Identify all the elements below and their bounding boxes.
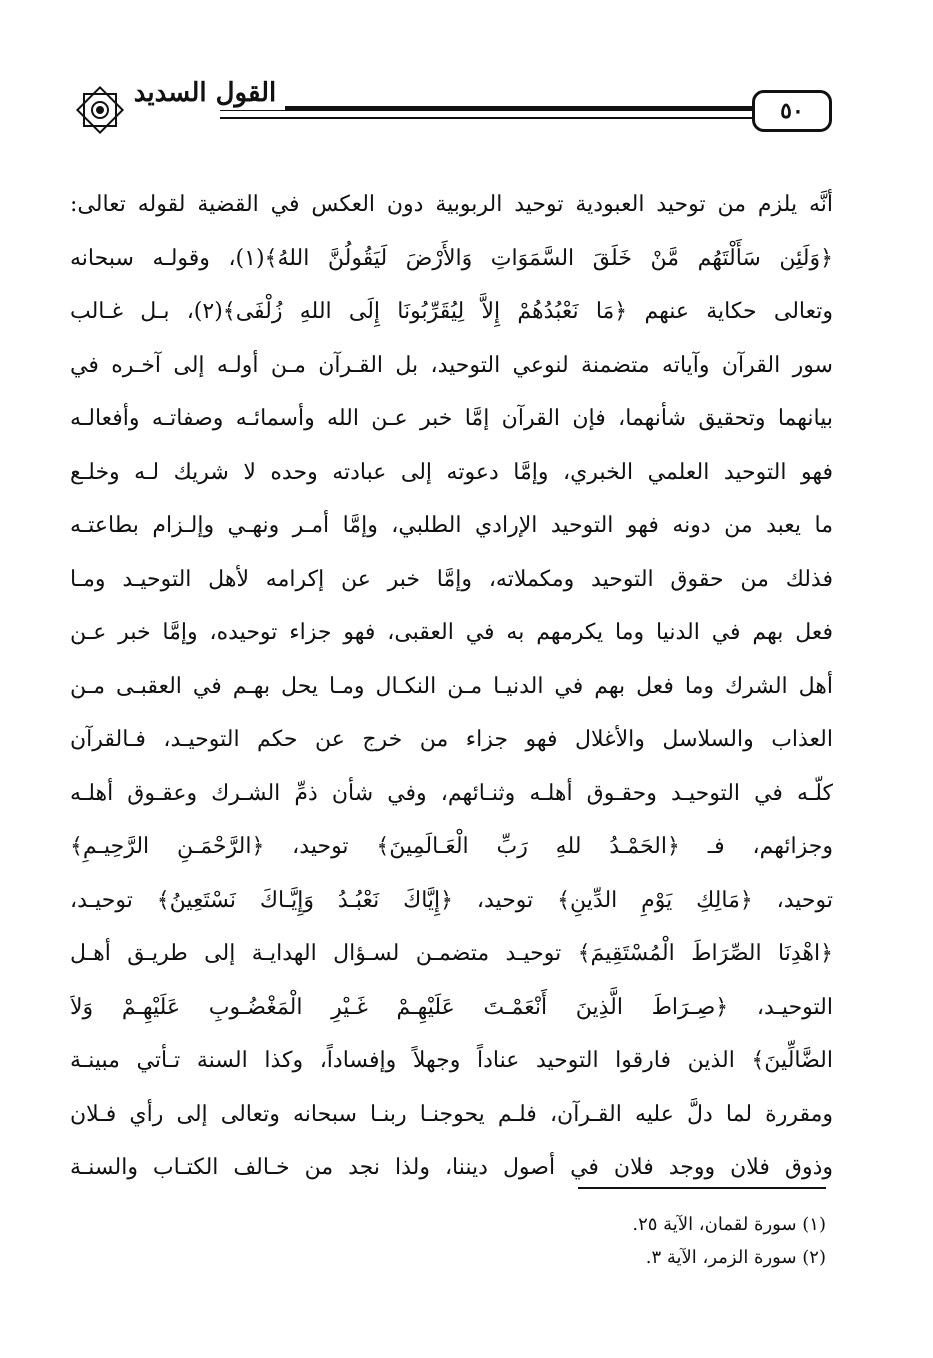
text-line: وتعالى حكاية عنهم ﴿مَا نَعْبُدُهُمْ إِلاَّ لِيُقَرِّبُونَا إِلَى اللهِ زُلْفَى﴾(٢)، بـل غـالب <box>70 299 833 324</box>
text-line: التوحيـد، ﴿صِـرَاطَ الَّذِينَ أَنْعَمْـتَ عَلَيْهِـمْ غَـيْرِ الْمَغْضُـوبِ عَلَيْهِـمْ وَلاَ <box>70 994 833 1020</box>
text-line: توحيد، ﴿مَالِكِ يَوْمِ الدِّينِ﴾ توحيد، ﴿إِيَّاكَ نَعْبُـدُ وَإِيَّـاكَ نَسْتَعِينُ﴾ توحيـد، <box>70 887 833 913</box>
text-line: وذوق فلان ووجد فلان في أصول ديننا، ولذا نجد من خـالف الكتـاب والسنـة <box>70 1155 833 1180</box>
text-line: كلّـه في التوحيـد وحقـوق أهلـه وثنـائهم، وفي شأن ذمِّ الشـرك وعقـوق أهلـه <box>70 780 833 806</box>
text-line: أهل الشرك وما فعل بهم في الدنيـا مـن النكـال ومـا يحل بهـم في العقبـى مـن <box>70 673 833 699</box>
text-line: العذاب والسلاسل والأغلال فهو جزاء من خرج عن حكم التوحيـد، فـالقرآن <box>70 727 833 752</box>
text-line: فعل بهم في الدنيا وما يكرمهم به في العقبى، فهو جزاء توحيده، وإمَّا خبر عـن <box>70 620 833 645</box>
star-ornament-icon <box>72 82 128 138</box>
running-title: القول السديد <box>125 76 285 110</box>
page-number: ٥٠ <box>752 90 832 132</box>
text-line: فذلك من حقوق التوحيد ومكملاته، وإمَّا خبر عن إكرامه لأهل التوحيـد ومـا <box>70 566 833 592</box>
text-line: بيانهما وتحقيق شأنهما، فإن القرآن إمَّا خبر عـن الله وأسمائـه وصفاتـه وأفعالـه <box>70 406 833 431</box>
text-line: فهو التوحيد العلمي الخبري، وإمَّا دعوته إلى عبادته وحده لا شريك لـه وخلـع <box>70 459 833 485</box>
text-line: الضَّالِّينَ﴾ الذين فارقوا التوحيد عناداً وجهلاً وإفساداً، وكذا السنة تـأتي مبينـة <box>70 1048 833 1073</box>
page-header <box>0 0 933 160</box>
footnotes <box>500 1208 826 1274</box>
text-line: ﴿اهْدِنَا الصِّرَاطَ الْمُسْتَقِيمَ﴾ توحيـد متضمـن لسـؤال الهدايـة إلى طريـق أهـل <box>70 941 833 966</box>
text-line: أنَّه يلزم من توحيد العبودية توحيد الربوبية دون العكس في القضية لقوله تعالى: <box>70 192 833 217</box>
header-rule-thick <box>220 106 795 111</box>
main-text <box>70 178 833 1195</box>
text-line: وجزائهم، فـ ﴿الحَمْـدُ للهِ رَبِّ الْعَـالَمِينَ﴾ توحيد، ﴿الرَّحْمَـنِ الرَّحِيـمِ﴾ <box>70 834 833 859</box>
text-line: ﴿وَلَئِن سَأَلْتَهُم مَّنْ خَلَقَ السَّمَوَاتِ وَالأَرْضَ لَيَقُولُنَّ اللهُ﴾(١)، وقولـه سبحانه <box>70 245 833 271</box>
footnote-separator <box>578 1187 826 1189</box>
text-line: ومقررة لما دلَّ عليه القـرآن، فلـم يحوجنـا ربنـا سبحانه وتعالى إلى رأي فـلان <box>70 1101 833 1127</box>
text-line: ما يعبد من دونه فهو التوحيد الإرادي الطلبي، وإمَّا أمـر ونهـي وإلـزام بطاعتـه <box>70 513 833 538</box>
footnote-1: (١) سورة لقمان، الآية ٢٥. <box>632 1214 826 1235</box>
footnote-2: (٢) سورة الزمر، الآية ٣. <box>645 1247 826 1268</box>
header-rule-thin <box>220 117 795 119</box>
text-line: سور القرآن وآياته متضمنة لنوعي التوحيد، بل القـرآن مـن أولـه إلى آخـره في <box>70 352 833 378</box>
